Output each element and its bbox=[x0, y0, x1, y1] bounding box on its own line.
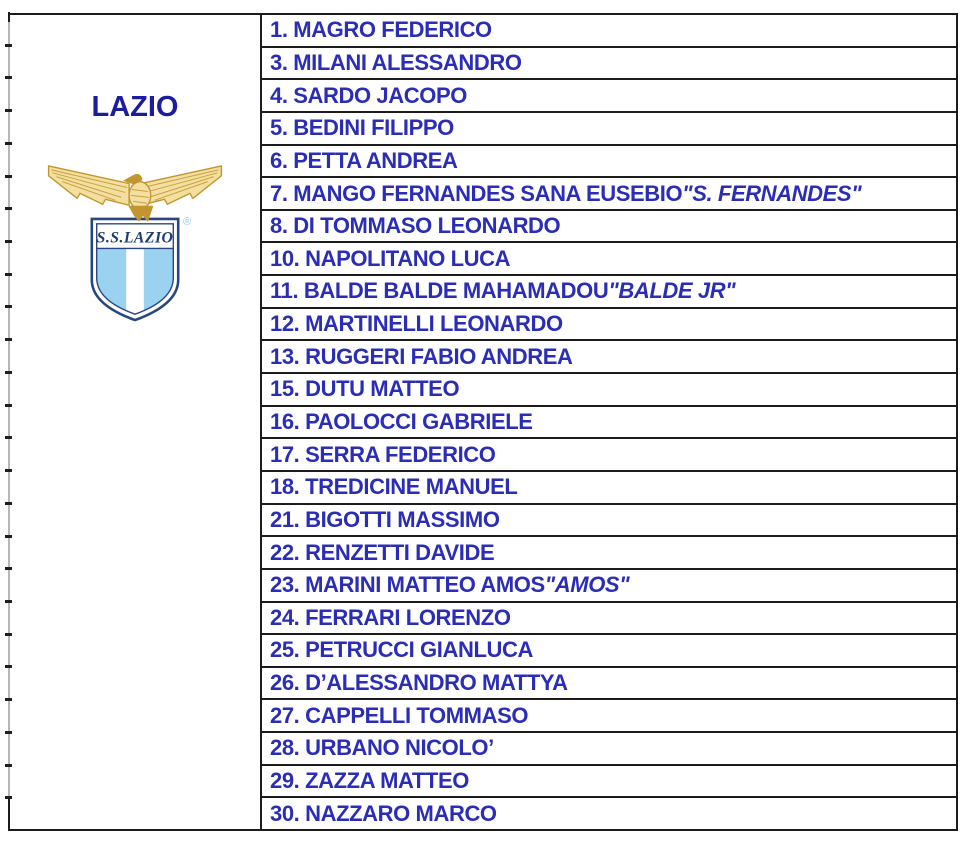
tick-mark bbox=[5, 338, 12, 341]
player-row bbox=[262, 570, 956, 603]
players-column bbox=[262, 15, 956, 829]
tick-mark bbox=[5, 371, 12, 374]
player-nickname: "S. FERNANDES" bbox=[682, 180, 862, 206]
tick-mark bbox=[5, 633, 12, 636]
player-row bbox=[262, 211, 956, 244]
player-number-name: 6. PETTA ANDREA bbox=[270, 147, 458, 173]
player-row bbox=[262, 113, 956, 146]
tick-mark bbox=[5, 698, 12, 701]
player-row bbox=[262, 15, 956, 48]
player-number-name: 25. PETRUCCI GIANLUCA bbox=[270, 637, 533, 663]
player-number-name: 27. CAPPELLI TOMMASO bbox=[270, 702, 529, 728]
player-number-name: 18. TREDICINE MANUEL bbox=[270, 474, 518, 500]
player-nickname: "BALDE JR" bbox=[608, 278, 736, 304]
roster-table bbox=[8, 13, 958, 831]
player-row bbox=[262, 374, 956, 407]
player-row bbox=[262, 472, 956, 505]
player-row bbox=[262, 80, 956, 113]
player-number-name: 1. MAGRO FEDERICO bbox=[270, 17, 492, 43]
player-number-name: 8. DI TOMMASO LEONARDO bbox=[270, 213, 561, 239]
player-row bbox=[262, 439, 956, 472]
crest-svg bbox=[46, 162, 224, 324]
registered-mark: ® bbox=[183, 215, 192, 228]
player-number-name: 24. FERRARI LORENZO bbox=[270, 604, 511, 630]
player-number-name: 12. MARTINELLI LEONARDO bbox=[270, 311, 563, 337]
player-nickname: "AMOS" bbox=[544, 572, 630, 598]
player-row bbox=[262, 505, 956, 538]
team-cell bbox=[10, 15, 262, 829]
player-number-name: 17. SERRA FEDERICO bbox=[270, 441, 496, 467]
player-number-name: 4. SARDO JACOPO bbox=[270, 82, 467, 108]
tick-mark bbox=[5, 731, 12, 734]
shield bbox=[92, 219, 178, 320]
tick-mark bbox=[5, 142, 12, 145]
player-row bbox=[262, 798, 956, 829]
tick-mark bbox=[5, 600, 12, 603]
table-corner-top-left bbox=[8, 12, 10, 22]
player-number-name: 11. BALDE BALDE MAHAMADOU bbox=[270, 278, 609, 304]
tick-mark bbox=[5, 567, 12, 570]
player-row bbox=[262, 407, 956, 440]
player-number-name: 28. URBANO NICOLO’ bbox=[270, 735, 494, 761]
player-number-name: 23. MARINI MATTEO AMOS bbox=[270, 572, 545, 598]
tick-mark bbox=[5, 469, 12, 472]
player-row bbox=[262, 603, 956, 636]
tick-mark bbox=[5, 404, 12, 407]
tick-mark bbox=[5, 502, 12, 505]
player-row bbox=[262, 276, 956, 309]
player-number-name: 22. RENZETTI DAVIDE bbox=[270, 539, 495, 565]
tick-mark bbox=[5, 273, 12, 276]
tick-mark bbox=[5, 535, 12, 538]
tick-mark bbox=[5, 796, 12, 799]
team-name: LAZIO bbox=[91, 91, 179, 123]
tick-mark bbox=[5, 109, 12, 112]
tick-mark bbox=[5, 436, 12, 439]
tick-mark bbox=[5, 44, 12, 47]
player-row bbox=[262, 178, 956, 211]
tick-mark bbox=[5, 76, 12, 79]
tick-mark bbox=[5, 764, 12, 767]
ss-lazio-crest-icon bbox=[46, 162, 224, 324]
player-row bbox=[262, 146, 956, 179]
player-number-name: 26. D’ALESSANDRO MATTYA bbox=[270, 670, 568, 696]
player-number-name: 30. NAZZARO MARCO bbox=[270, 800, 497, 826]
player-row bbox=[262, 733, 956, 766]
player-row bbox=[262, 243, 956, 276]
tick-mark bbox=[5, 305, 12, 308]
player-number-name: 3. MILANI ALESSANDRO bbox=[270, 49, 522, 75]
player-row bbox=[262, 48, 956, 81]
player-number-name: 7. MANGO FERNANDES SANA EUSEBIO bbox=[270, 180, 683, 206]
player-row bbox=[262, 341, 956, 374]
table-corner-bottom-left bbox=[8, 796, 10, 831]
player-number-name: 21. BIGOTTI MASSIMO bbox=[270, 506, 500, 532]
player-row bbox=[262, 537, 956, 570]
tick-mark bbox=[5, 240, 12, 243]
shield-text: S.S.LAZIO bbox=[96, 229, 174, 247]
player-number-name: 15. DUTU MATTEO bbox=[270, 376, 460, 402]
tick-mark bbox=[5, 175, 12, 178]
tick-mark bbox=[5, 207, 12, 210]
player-number-name: 29. ZAZZA MATTEO bbox=[270, 768, 469, 794]
player-row bbox=[262, 668, 956, 701]
player-number-name: 13. RUGGERI FABIO ANDREA bbox=[270, 343, 573, 369]
tick-mark bbox=[5, 665, 12, 668]
player-number-name: 10. NAPOLITANO LUCA bbox=[270, 245, 511, 271]
player-number-name: 16. PAOLOCCI GABRIELE bbox=[270, 409, 533, 434]
player-row bbox=[262, 766, 956, 799]
player-row bbox=[262, 700, 956, 733]
player-row bbox=[262, 309, 956, 342]
player-number-name: 5. BEDINI FILIPPO bbox=[270, 115, 454, 141]
player-row bbox=[262, 635, 956, 668]
eagle-icon bbox=[49, 166, 222, 221]
